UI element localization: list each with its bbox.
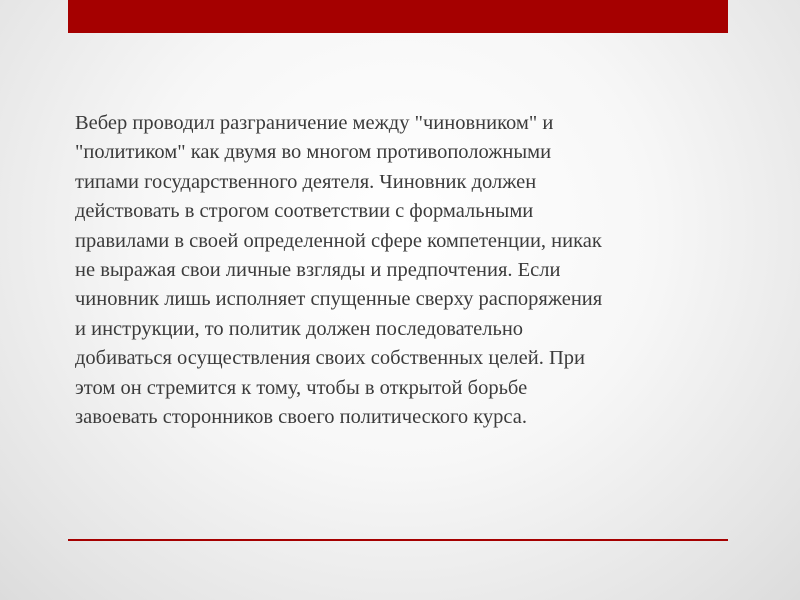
top-accent-bar [68,0,728,33]
paragraph-line: завоевать сторонников своего политического курса. [75,406,527,429]
paragraph-line: действовать в строгом соответствии с формальными [75,200,534,223]
paragraph-line: правилами в своей определенной сфере компетенции, никак [75,229,602,252]
paragraph-line: типами государственного деятеля. Чиновник должен [75,170,537,193]
bottom-divider-line [68,539,728,541]
paragraph-line: Вебер проводил разграничение между "чиновником" и [75,112,554,134]
body-paragraph [75,109,725,432]
paragraph-line: и инструкции, то политик должен последовательно [75,317,524,340]
paragraph-line: "политиком" как двумя во многом противоположными [75,141,552,164]
paragraph-line: добиваться осуществления своих собственных целей. При [75,347,586,370]
paragraph-line: не выражая свои личные взгляды и предпочтения. Если [75,259,561,282]
paragraph-line: этом он стремится к тому, чтобы в открытой борьбе [75,376,528,399]
paragraph-line: чиновник лишь исполняет спущенные сверху распоряжения [75,288,603,311]
